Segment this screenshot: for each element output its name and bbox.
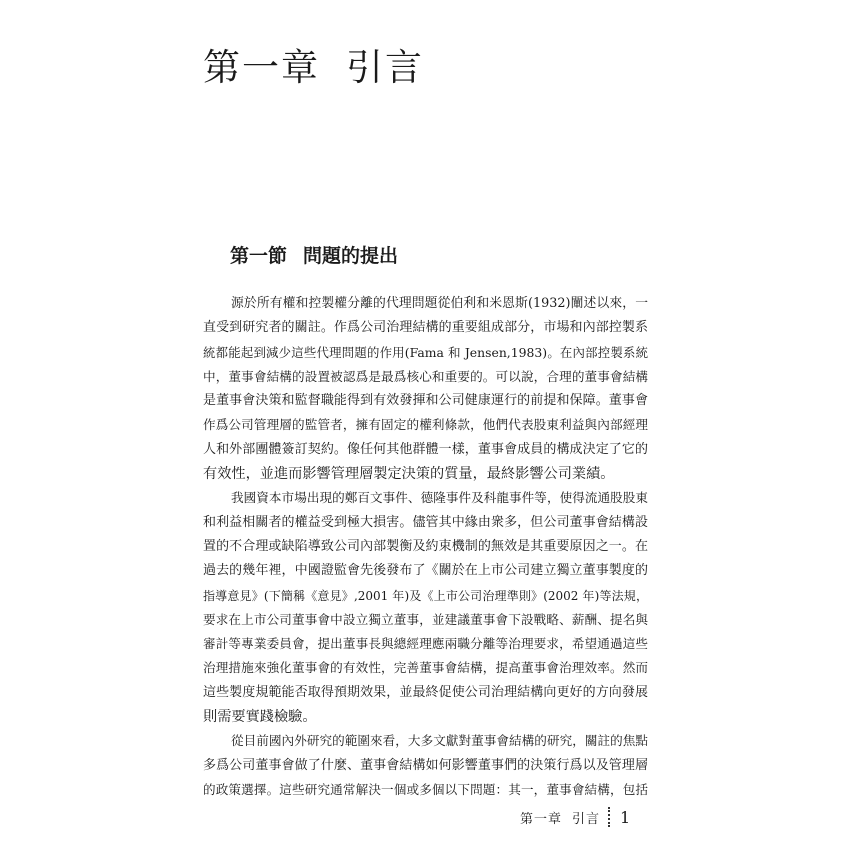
text-line: 指導意見》(下簡稱《意見》,2001 年)及《上市公司治理準則》(2002 年)等法規，	[203, 588, 648, 603]
text-line: 這些製度規範能否取得預期效果，並最終促使公司治理結構向更好的方向發展	[203, 684, 648, 700]
chapter-title-text: 引言	[346, 46, 424, 89]
text-line: 的政策選擇。這些研究通常解決一個或多個以下問題：其一，董事會結構，包括	[203, 781, 648, 797]
text-line: 作爲公司管理層的監管者，擁有固定的權利條款，他們代表股東利益與內部經理	[203, 417, 648, 433]
page-footer	[520, 806, 630, 828]
text-line: 則需要實踐檢驗。	[203, 709, 317, 726]
text-line: 要求在上市公司董事會中設立獨立董事，並建議董事會下設戰略、薪酬、提名與	[203, 611, 648, 627]
section-number: 第一節	[230, 245, 288, 267]
page-number: 1	[620, 807, 631, 827]
footer-separator	[608, 807, 610, 827]
body-text	[203, 292, 648, 802]
text-line: 人和外部團體簽訂契約。像任何其他群體一樣，董事會成員的構成決定了它的	[203, 441, 648, 457]
section-title	[230, 242, 398, 270]
paragraph	[203, 486, 648, 729]
footer-chapter-label: 第一章	[520, 811, 563, 827]
footer-chapter-title: 引言	[572, 811, 601, 827]
text-line: 從目前國內外研究的範圍來看，大多文獻對董事會結構的研究，關註的焦點	[231, 733, 648, 749]
text-line: 治理措施來強化董事會的有效性，完善董事會結構，提高董事會治理效率。然而	[203, 660, 648, 676]
paragraph	[203, 729, 648, 802]
text-line: 源於所有權和控製權分離的代理問題從伯利和米恩斯(1932)闡述以來，一	[231, 296, 648, 311]
chapter-title	[203, 44, 424, 92]
text-line: 直受到研究者的關註。作爲公司治理結構的重要組成部分，市場和內部控製系	[203, 320, 648, 336]
section-title-text: 問題的提出	[303, 245, 399, 267]
text-line: 審計等專業委員會，提出董事長與總經理應兩職分離等治理要求，希望通過這些	[203, 636, 648, 652]
text-line: 是董事會決策和監督職能得到有效發揮和公司健康運行的前提和保障。董事會	[203, 393, 648, 409]
text-line: 置的不合理或缺陷導致公司內部製衡及約束機制的無效是其重要原因之一。在	[203, 538, 648, 554]
text-line: 中，董事會結構的設置被認爲是最爲核心和重要的。可以說，合理的董事會結構	[203, 368, 648, 384]
text-line: 統都能起到減少這些代理問題的作用(Fama 和 Jensen,1983)。在內部控製系統	[203, 344, 648, 360]
paragraph	[203, 292, 648, 486]
text-line: 過去的幾年裡，中國證監會先後發布了《關於在上市公司建立獨立董事製度的	[203, 563, 648, 579]
text-line: 和利益相關者的權益受到極大損害。儘管其中緣由衆多，但公司董事會結構設	[203, 514, 648, 530]
chapter-number: 第一章	[203, 46, 320, 89]
text-line: 有效性，並進而影響管理層製定決策的質量，最終影響公司業績。	[203, 466, 615, 483]
text-line: 多爲公司董事會做了什麼、董事會結構如何影響董事們的決策行爲以及管理層	[203, 757, 648, 773]
text-line: 我國資本市場出現的鄭百文事件、德隆事件及科龍事件等，使得流通股股東	[231, 490, 648, 506]
